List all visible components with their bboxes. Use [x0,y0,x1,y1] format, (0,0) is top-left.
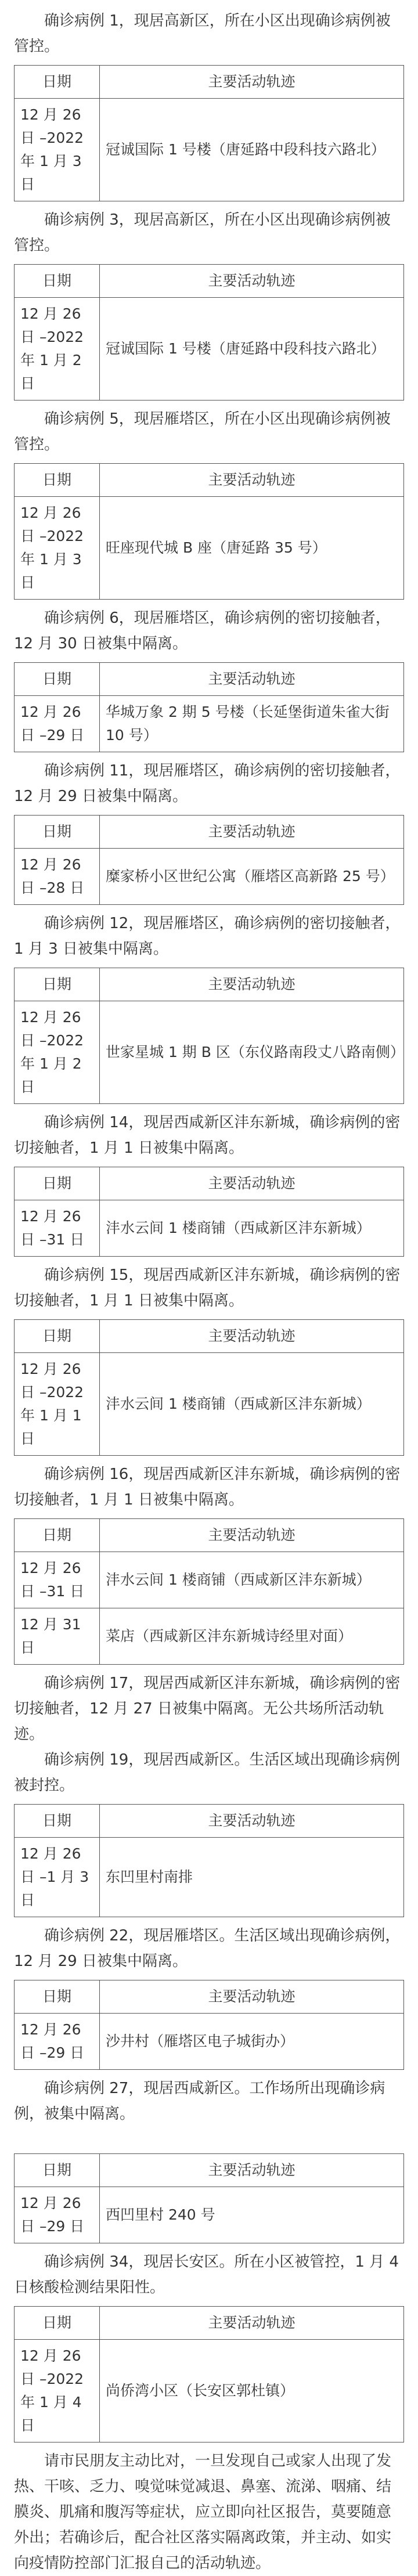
location-cell: 菜店（西咸新区沣东新城诗经里对面） [100,1608,404,1665]
table-row [15,298,404,401]
date-column-header: 日期 [15,816,100,849]
case-paragraph: 请市民朋友主动比对，一旦发现自己或家人出现了发热、干咳、乏力、嗅觉味觉减退、鼻塞、流涕、咽痛、结膜炎、肌痛和腹泻等症状，应立即向社区报告，莫要随意外出；若确诊后，配合社区落实隔离政策，并主动、如实向疫情防控部门汇报自己的活动轨迹。 [14,2452,392,2572]
table-header-row [15,1320,404,1353]
activity-track-table [14,662,404,752]
date-column-header: 日期 [15,968,100,1001]
track-column-header: 主要活动轨迹 [100,464,404,497]
table-header-row [15,464,404,497]
track-column-header: 主要活动轨迹 [100,1320,404,1353]
date-cell: 12 月 26 日 –2022 年 1 月 2 日 [15,298,100,401]
table-header-row [15,1167,404,1200]
track-column-header: 主要活动轨迹 [100,663,404,696]
date-column-header: 日期 [15,2307,100,2340]
location-cell: 冠诚国际 1 号楼（唐延路中段科技六路北） [100,99,404,201]
blank-line [14,2127,404,2148]
track-column-header: 主要活动轨迹 [100,2307,404,2340]
activity-track-table [14,1167,404,1257]
activity-track-table [14,968,404,1104]
table-header-row [15,1980,404,2014]
date-cell: 12 月 26 日 –28 日 [15,849,100,905]
date-cell: 12 月 26 日 –29 日 [15,696,100,752]
location-cell: 尚侨湾小区（长安区郭杜镇） [100,2340,404,2442]
date-cell: 12 月 26 日 –1 月 3 日 [15,1838,100,1917]
activity-track-table [14,65,404,201]
table-row [15,1608,404,1665]
location-cell: 沣水云间 1 楼商铺（西咸新区沣东新城） [100,1353,404,1456]
date-cell: 12 月 26 日 –2022 年 1 月 4 日 [15,2340,100,2442]
table-row [15,1001,404,1104]
track-column-header: 主要活动轨迹 [100,1980,404,2014]
date-cell: 12 月 26 日 –2022 年 1 月 3 日 [15,99,100,201]
location-cell: 东凹里村南排 [100,1838,404,1917]
table-header-row [15,968,404,1001]
case-paragraph: 确诊病例 22，现居雁塔区。生活区域出现确诊病例，12 月 29 日被集中隔离。 [14,1927,401,1970]
case-paragraph: 确诊病例 34，现居长安区。所在小区被管控，1 月 4 日核酸检测结果阳性。 [14,2253,399,2296]
date-cell: 12 月 26 日 –31 日 [15,1200,100,1257]
table-row [15,849,404,905]
location-cell: 沣水云间 1 楼商铺（西咸新区沣东新城） [100,1200,404,1257]
date-column-header: 日期 [15,1805,100,1838]
date-cell: 12 月 26 日 –29 日 [15,2014,100,2070]
case-paragraph: 确诊病例 15，现居西咸新区沣东新城，确诊病例的密切接触者，1 月 1 日被集中隔离。 [14,1267,401,1309]
case-paragraph: 确诊病例 6，现居雁塔区，确诊病例的密切接触者，12 月 30 日被集中隔离。 [14,609,391,652]
table-header-row [15,2154,404,2187]
activity-track-table [14,815,404,905]
activity-track-table [14,264,404,401]
table-header-row [15,816,404,849]
table-header-row [15,66,404,99]
table-row [15,1353,404,1456]
case-paragraph: 确诊病例 19，现居西咸新区。生活区域出现确诊病例被封控。 [14,1751,401,1794]
date-cell: 12 月 26 日 –2022 年 1 月 2 日 [15,1001,100,1104]
date-column-header: 日期 [15,1167,100,1200]
activity-track-table [14,2306,404,2442]
case-paragraph: 确诊病例 27，现居西咸新区。工作场所出现确诊病例，被集中隔离。 [14,2080,385,2123]
track-column-header: 主要活动轨迹 [100,1167,404,1200]
track-column-header: 主要活动轨迹 [100,66,404,99]
location-cell: 沙井村（雁塔区电子城街办） [100,2014,404,2070]
date-column-header: 日期 [15,1320,100,1353]
date-column-header: 日期 [15,2154,100,2187]
date-cell: 12 月 26 日 –2022 年 1 月 1 日 [15,1353,100,1456]
table-header-row [15,1805,404,1838]
location-cell: 西凹里村 240 号 [100,2187,404,2243]
case-paragraph: 确诊病例 16，现居西咸新区沣东新城，确诊病例的密切接触者，1 月 1 日被集中隔离。 [14,1466,401,1509]
date-cell: 12 月 26 日 –2022 年 1 月 3 日 [15,497,100,600]
track-column-header: 主要活动轨迹 [100,968,404,1001]
activity-track-table [14,463,404,600]
location-cell: 糜家桥小区世纪公寓（雁塔区高新路 25 号） [100,849,404,905]
location-cell: 沣水云间 1 楼商铺（西咸新区沣东新城） [100,1552,404,1608]
case-paragraph: 确诊病例 14，现居西咸新区沣东新城，确诊病例的密切接触者，1 月 1 日被集中隔离。 [14,1114,401,1157]
case-paragraph: 确诊病例 12，现居雁塔区，确诊病例的密切接触者，1 月 3 日被集中隔离。 [14,915,401,958]
date-cell: 12 月 26 日 –29 日 [15,2187,100,2243]
table-row [15,497,404,600]
table-row [15,2014,404,2070]
location-cell: 世家星城 1 期 B 区（东仪路南段丈八路南侧） [100,1001,404,1104]
table-header-row [15,663,404,696]
activity-track-table [14,2153,404,2243]
table-row [15,1552,404,1608]
table-row [15,1200,404,1257]
table-header-row [15,1519,404,1552]
table-row [15,99,404,201]
table-row [15,2340,404,2442]
table-row [15,696,404,752]
location-cell: 华城万象 2 期 5 号楼（长延堡街道朱雀大街 10 号） [100,696,404,752]
activity-track-table [14,1804,404,1917]
date-column-header: 日期 [15,265,100,298]
location-cell: 旺座现代城 B 座（唐延路 35 号） [100,497,404,600]
table-row [15,2187,404,2243]
date-column-header: 日期 [15,464,100,497]
case-paragraph: 确诊病例 11，现居雁塔区，确诊病例的密切接触者，12 月 29 日被集中隔离。 [14,762,401,805]
date-column-header: 日期 [15,66,100,99]
table-header-row [15,2307,404,2340]
table-row [15,1838,404,1917]
case-paragraph: 确诊病例 17，现居西咸新区沣东新城，确诊病例的密切接触者，12 月 27 日被集中隔离。无公共场所活动轨迹。 [14,1675,401,1743]
track-column-header: 主要活动轨迹 [100,816,404,849]
case-paragraph: 确诊病例 1，现居高新区，所在小区出现确诊病例被管控。 [14,12,391,55]
track-column-header: 主要活动轨迹 [100,1519,404,1552]
track-column-header: 主要活动轨迹 [100,1805,404,1838]
case-paragraph: 确诊病例 3，现居高新区，所在小区出现确诊病例被管控。 [14,211,391,254]
table-header-row [15,265,404,298]
date-column-header: 日期 [15,1519,100,1552]
case-paragraph: 确诊病例 5，现居雁塔区，所在小区出现确诊病例被管控。 [14,410,391,453]
track-column-header: 主要活动轨迹 [100,2154,404,2187]
track-column-header: 主要活动轨迹 [100,265,404,298]
activity-track-table [14,1319,404,1456]
activity-track-table [14,1518,404,1665]
location-cell: 冠诚国际 1 号楼（唐延路中段科技六路北） [100,298,404,401]
date-column-header: 日期 [15,663,100,696]
date-cell: 12 月 31 日 [15,1608,100,1665]
date-cell: 12 月 26 日 –31 日 [15,1552,100,1608]
date-column-header: 日期 [15,1980,100,2014]
activity-track-table [14,1980,404,2070]
